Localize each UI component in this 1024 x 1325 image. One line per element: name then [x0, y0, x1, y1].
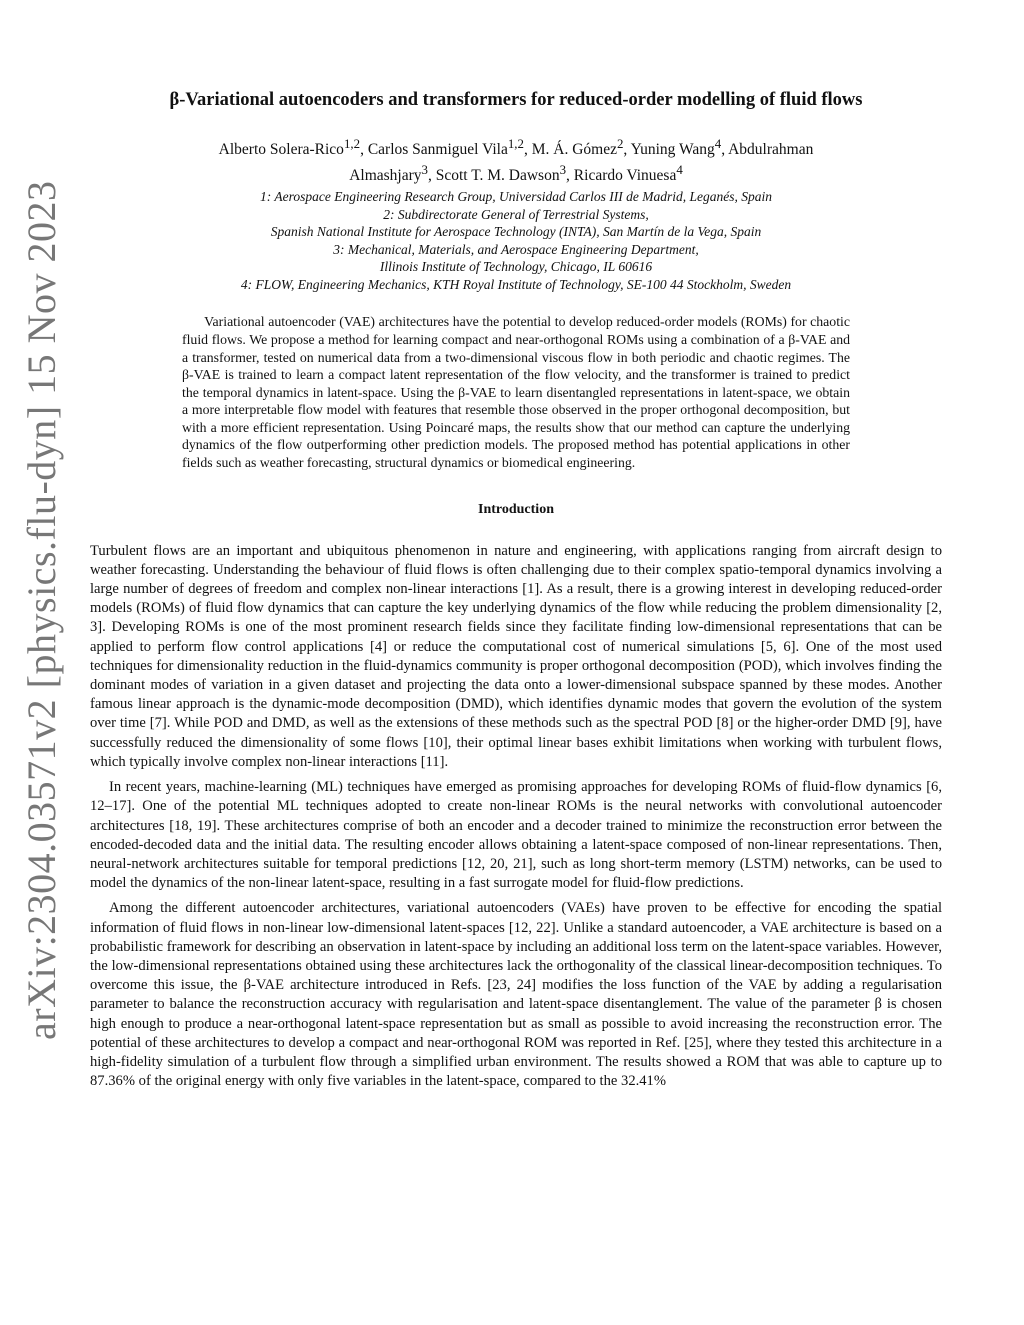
affiliation-line: Illinois Institute of Technology, Chicago, IL 60616: [379, 259, 653, 275]
affiliations: [90, 188, 942, 293]
abstract-text: Variational autoencoder (VAE) architectures have the potential to develop reduced-order models (ROMs) for chaotic fluid flows. We propose a method for learning compact and near-orthogonal ROMs using a combination of a β-VAE and a transformer, tested on numerical data from a two-dimensional viscous flow in both periodic and chaotic regimes. The β-VAE is trained to learn a compact latent representation of the flow velocity, and the transformer is trained to predict the temporal dynamics in latent-space. Using the β-VAE to learn disentangled representations in latent-space, we obtain a more interpretable flow model with features that resemble those observed in the proper orthogonal decomposition, but with a more efficient representation. Using Poincaré maps, the results show that our method can capture the underlying dynamics of the flow outperforming other prediction models. The proposed method has potential applications in other fields such as weather forecasting, structural dynamics or biomedical engineering.: [182, 314, 850, 471]
paragraph-3: Among the different autoencoder architectures, variational autoencoders (VAEs) have proven to be effective for encoding the spatial information of fluid flows in non-linear low-dimensional latent-spaces [12, 22]. Unlike a standard autoencoder, a VAE architecture is based on a probabilistic framework for describing an observation in latent-space by including an additional loss term on the latent-space variables. However, the low-dimensional representations obtained using these architectures lack the orthogonality of the classical linear-decomposition techniques. To overcome this issue, the β-VAE architecture introduced in Refs. [23, 24] modifies the loss function of the VAE by adding a regularisation parameter to balance the reconstruction accuracy with regularisation and latent-space disentanglement. The value of the parameter β is chosen high enough to produce a near-orthogonal latent-space representation but as small as possible to avoid increasing the reconstruction error. The potential of these architectures to develop a compact and near-orthogonal ROM was reported in Ref. [25], where they tested this architecture in a high-fidelity simulation of a turbulent flow through a simplified urban environment. The results showed a ROM that was able to capture up to 87.36% of the original energy with only five variables in the latent-space, compared to the 32.41%: [90, 900, 942, 1090]
paragraph-1: Turbulent flows are an important and ubiquitous phenomenon in nature and engineering, with applications ranging from aircraft design to weather forecasting. Understanding the behaviour of fluid flows is often challenging due to their complex spatio-temporal dynamics involving a large number of degrees of freedom and complex non-linear interactions [1]. As a result, there is a growing interest in developing reduced-order models (ROMs) of fluid flow dynamics that can capture the key underlying dynamics of the flow while reducing the problem dimensionality [2, 3]. Developing ROMs is one of the most prominent research fields since they facilitate finding low-dimensional representations that can be applied to perform flow control applications [4] or reduce the computational cost of numerical simulations [5, 6]. One of the most used techniques for dimensionality reduction in the fluid-dynamics community is proper orthogonal decomposition (POD), which involves finding the dominant modes of variation in a given dataset and projecting the data onto a lower-dimensional subspace spanned by these modes. Another famous linear approach is the dynamic-mode decomposition (DMD), which identifies dynamic modes that govern the evolution of the system over time [7]. While POD and DMD, as well as the extensions of these methods such as the spectral POD [8] or the higher-order DMD [9], have successfully reduced the dimensionality of some flows [10], their optimal linear bases exhibit limitations when working with turbulent flows, which typically involve complex non-linear interactions [11].: [90, 542, 942, 770]
author-list: Alberto Solera-Rico$^{1,2}$, Carlos Sanmiguel Vila$^{1,2}$, M. Á. Gómez$^2$, Yuning Wang$^4$, Abdulrahman Almashjary$^3$, Scott T. M. Dawson$^3$, Ricardo Vinuesa$^4$: [218, 136, 814, 185]
paper-title: β-Variational autoencoders and transformers for reduced-order modelling of fluid flows: [169, 90, 863, 110]
affiliation-line: 2: Subdirectorate General of Terrestrial Systems,: [383, 206, 649, 222]
affiliation-line: 3: Mechanical, Materials, and Aerospace Engineering Department,: [333, 241, 699, 257]
paper-page: [90, 88, 942, 1097]
affiliation-line: 1: Aerospace Engineering Research Group, Universidad Carlos III de Madrid, Leganés, Spain: [260, 189, 772, 205]
affiliation-line: Spanish National Institute for Aerospace Technology (INTA), San Martín de la Vega, Spain: [270, 224, 762, 240]
introduction-body: [90, 542, 942, 1092]
section-heading-introduction: Introduction: [478, 501, 554, 517]
abstract: [182, 313, 850, 471]
arxiv-stamp: arXiv:2304.03571v2 [physics.flu-dyn] 15 Nov 2023: [19, 180, 64, 1040]
affiliation-line: 4: FLOW, Engineering Mechanics, KTH Royal Institute of Technology, SE-100 44 Stockholm, Sweden: [240, 276, 792, 292]
paragraph-2: In recent years, machine-learning (ML) techniques have emerged as promising approaches for developing ROMs of fluid-flow dynamics [6, 12–17]. One of the potential ML techniques adopted to create non-linear ROMs is the neural networks with convolutional autoencoder architectures [18, 19]. These architectures comprise of both an encoder and a decoder trained to minimize the reconstruction error between the encoded-decoded data and the initial data. The resulting encoder allows obtaining a latent-space composed of non-linear representations. Then, neural-network architectures suitable for temporal predictions [12, 20, 21], such as long short-term memory (LSTM) networks, can be used to model the dynamics of the non-linear latent-space, resulting in a fast surrogate model for fluid-flow predictions.: [90, 779, 942, 892]
